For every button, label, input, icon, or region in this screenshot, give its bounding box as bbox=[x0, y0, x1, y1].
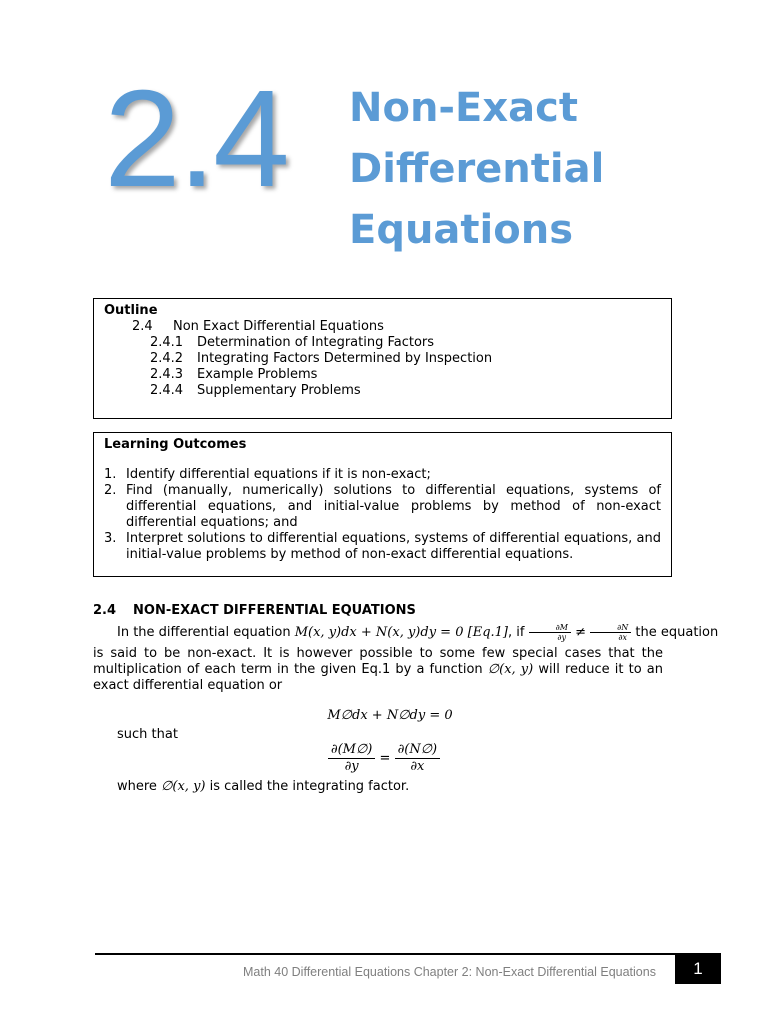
fraction-numerator: ∂(M∅) bbox=[328, 742, 376, 759]
outline-item bbox=[104, 335, 661, 351]
outline-item-text: Non Exact Differential Equations bbox=[173, 319, 384, 334]
such-that-text: such that bbox=[117, 727, 178, 742]
outline-heading: Outline bbox=[104, 303, 158, 318]
section-heading bbox=[93, 603, 416, 618]
outcome-number: 2. bbox=[104, 483, 117, 498]
outline-item bbox=[104, 367, 661, 383]
fraction-denominator: ∂y bbox=[557, 633, 567, 642]
outcome-text: Interpret solutions to differential equations, systems of differential equations, and initial-value problems by method of non-exact differential equations. bbox=[126, 531, 661, 562]
outline-item bbox=[104, 351, 661, 367]
outline-item-number: 2.4.2 bbox=[150, 351, 184, 366]
outcome-number: 1. bbox=[104, 467, 117, 482]
if-text: , if bbox=[508, 625, 525, 640]
not-equal-sign: ≠ bbox=[575, 625, 586, 640]
fraction-numerator: ∂N bbox=[590, 623, 631, 633]
fraction-denominator: ∂x bbox=[618, 633, 627, 642]
intro-rest-text: is said to be non-exact. It is however possible to some few special cases that the multiplication of each term in the given Eq.1 by a function bbox=[93, 646, 663, 677]
outcome-text: Find (manually, numerically) solutions to differential equations, systems of differential equations, and initial-value problems by method of non-exact differential equations; and bbox=[126, 483, 661, 530]
section-number: 2.4 bbox=[93, 603, 117, 618]
outline-item bbox=[104, 319, 661, 335]
where-text: where bbox=[117, 779, 157, 794]
equation-2: M∅dx + N∅dy = 0 bbox=[327, 708, 453, 723]
outline-item-number: 2.4.1 bbox=[150, 335, 184, 350]
footer-rule bbox=[95, 953, 721, 955]
fraction-numerator: ∂M bbox=[529, 623, 571, 633]
fraction-dN-dx bbox=[590, 623, 631, 642]
intro-continuation bbox=[93, 646, 663, 694]
intro-text: In the differential equation bbox=[117, 625, 291, 640]
section-title: NON-EXACT DIFFERENTIAL EQUATIONS bbox=[133, 603, 416, 618]
outline-box bbox=[93, 298, 672, 419]
outline-item-text: Example Problems bbox=[197, 367, 318, 382]
after-fraction-text: the equation bbox=[635, 625, 719, 640]
learning-outcomes-heading: Learning Outcomes bbox=[104, 437, 247, 452]
learning-outcomes-box bbox=[93, 432, 672, 577]
exactness-equation bbox=[0, 742, 768, 775]
outcome-item bbox=[104, 483, 661, 531]
outcome-item bbox=[104, 467, 661, 483]
fraction-dNphi-dx bbox=[395, 742, 441, 775]
chapter-title-line-1: Non-Exact bbox=[349, 85, 578, 131]
outcome-text: Identify differential equations if it is non-exact; bbox=[126, 467, 431, 482]
outline-item-text: Determination of Integrating Factors bbox=[197, 335, 435, 350]
outline-item-number: 2.4.3 bbox=[150, 367, 184, 382]
footer-text: Math 40 Differential Equations Chapter 2: Non-Exact Differential Equations bbox=[243, 965, 656, 979]
chapter-title bbox=[349, 78, 604, 261]
phi-function: ∅(x, y) bbox=[161, 779, 206, 794]
where-end-text: is called the integrating factor. bbox=[209, 779, 410, 794]
outcome-item bbox=[104, 531, 661, 563]
outline-item-number: 2.4.4 bbox=[150, 383, 184, 398]
fraction-denominator: ∂y bbox=[344, 759, 359, 774]
chapter-number: 2.4 bbox=[104, 62, 287, 216]
outline-item-text: Supplementary Problems bbox=[197, 383, 361, 398]
paragraph-intro bbox=[93, 622, 719, 694]
fraction-numerator: ∂(N∅) bbox=[395, 742, 441, 759]
outline-item-number: 2.4 bbox=[132, 319, 153, 334]
equals-sign: = bbox=[379, 751, 391, 766]
outline-item-text: Integrating Factors Determined by Inspection bbox=[197, 351, 493, 366]
integrating-factor-sentence bbox=[117, 779, 687, 795]
fraction-dM-dy bbox=[529, 623, 571, 642]
chapter-title-line-2: Differential bbox=[349, 146, 605, 192]
equation-1: M(x, y)dx + N(x, y)dy = 0 bbox=[294, 625, 464, 640]
outcome-number: 3. bbox=[104, 531, 117, 546]
outline-item bbox=[104, 383, 661, 399]
chapter-title-line-3: Equations bbox=[349, 207, 574, 253]
equation-1-label-text: Eq.1 bbox=[472, 625, 503, 640]
intro-first-line bbox=[93, 622, 719, 644]
intro-end-text: will reduce it to an exact differential equation or bbox=[93, 662, 664, 693]
phi-function: ∅(x, y) bbox=[487, 662, 534, 677]
page-number: 1 bbox=[675, 953, 721, 984]
fraction-denominator: ∂x bbox=[410, 759, 425, 774]
equation-1-label: [Eq.1] bbox=[467, 625, 508, 640]
fraction-dMphi-dy bbox=[328, 742, 376, 775]
